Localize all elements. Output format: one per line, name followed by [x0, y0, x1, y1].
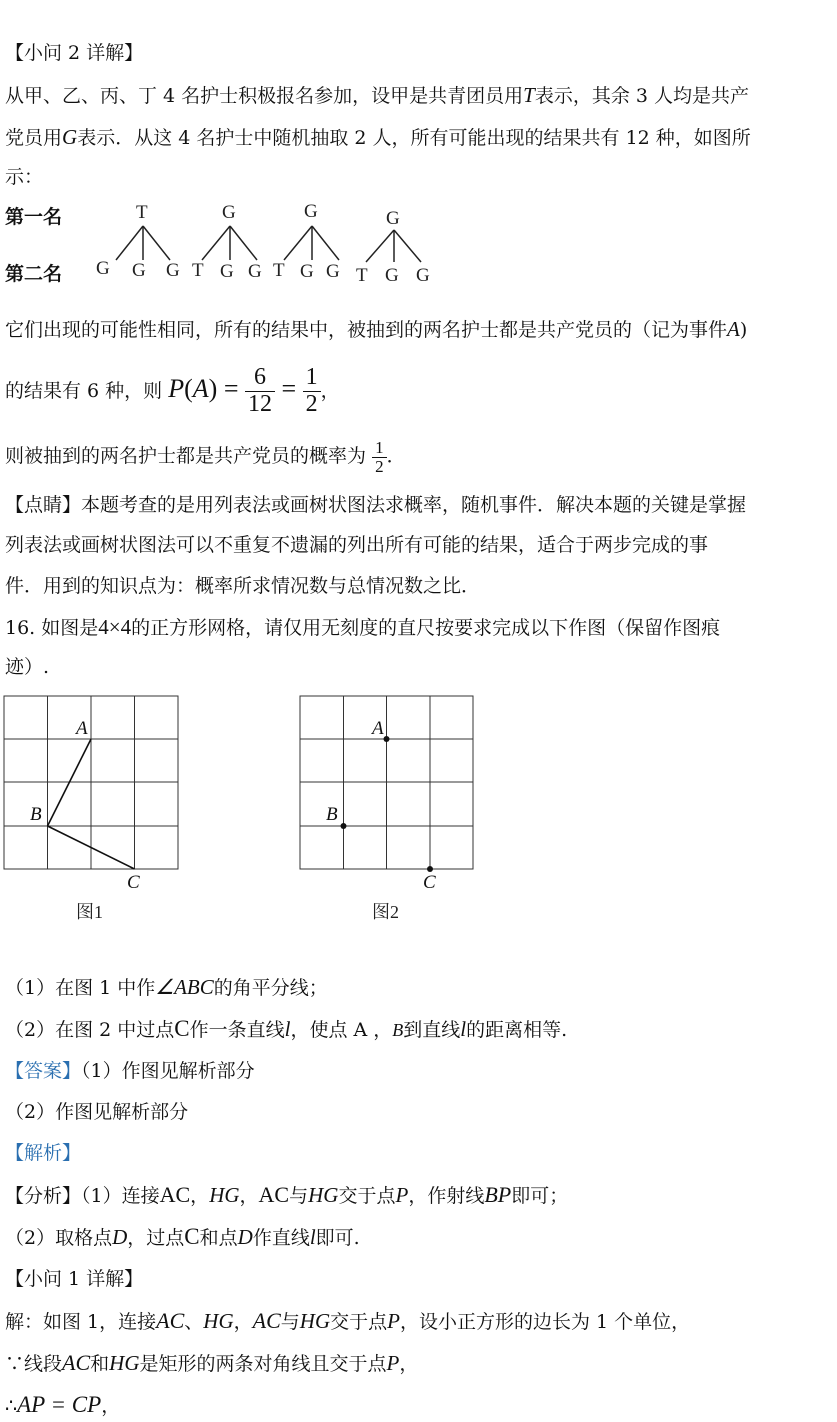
answer-line-2: （2）作图见解析部分 [5, 1101, 189, 1123]
dianjing-line-1 [5, 492, 746, 518]
tree-node-top: G [386, 208, 400, 229]
text: ，设小正方形的边长为 1 个单位， [399, 1311, 691, 1333]
math-P: P [395, 1183, 409, 1207]
fraction-denominator: 12 [248, 390, 272, 417]
math-AC: AC [62, 1350, 91, 1375]
answer-label: 【答案】 [5, 1060, 82, 1082]
text: 它们出现的可能性相同，所有的结果中，被抽到的两名护士都是共产党员的（记为事件 [5, 319, 728, 341]
dianjing-label: 【点睛】 [5, 494, 82, 516]
text: 是矩形的两条对角线且交于点 [139, 1353, 387, 1375]
answer-line-1 [5, 1058, 255, 1084]
text: ， [101, 1395, 121, 1417]
dianjing-line-3: 件．用到的知识点为：概率所求情况数与总情况数之比． [5, 575, 481, 597]
tree-node-bottom: G [96, 258, 110, 279]
text: （1）作图见解析部分 [81, 1060, 255, 1082]
math-AC: AC [252, 1308, 281, 1333]
text: （1）连接 [81, 1185, 160, 1207]
text: ， [399, 1353, 419, 1375]
text: 表示，其余 3 人均是共产 [534, 85, 750, 107]
tree-node-top: G [222, 202, 236, 223]
point-label-a: A [372, 718, 384, 739]
text: ) [739, 319, 748, 341]
text: 解：如图 1，连接 [5, 1311, 157, 1333]
math-G: G [62, 125, 78, 149]
solution-line-3 [5, 1392, 120, 1419]
math-C: C [174, 1016, 190, 1041]
text: 表示．从这 4 名护士中随机抽取 2 人，所有可能出现的结果共有 12 种，如图所 [77, 127, 751, 149]
fenxi-label: 【分析】 [5, 1185, 82, 1207]
tree-node-bottom: G [248, 261, 262, 282]
text: 即可. [315, 1227, 360, 1249]
math-grid-size: 4×4 [98, 615, 132, 639]
math-AC: AC [156, 1308, 185, 1333]
math-D: D [112, 1225, 128, 1249]
text: 的距离相等. [466, 1019, 568, 1041]
text: 与 [289, 1185, 309, 1207]
math-A: A [192, 374, 209, 403]
task-2 [5, 1016, 567, 1043]
point-b [341, 823, 347, 829]
math-C: C [184, 1224, 200, 1249]
math-l: l [309, 1225, 316, 1249]
text: ，作射线 [408, 1185, 485, 1207]
text: ，过点 [127, 1227, 185, 1249]
text: 本题考查的是用列表法或画树状图法求概率，随机事件．解决本题的关键是掌握 [81, 494, 747, 516]
tree-node-bottom: G [132, 260, 146, 281]
math-D: D [237, 1225, 253, 1249]
math-AC: AC [258, 1182, 290, 1207]
point-label-b: B [30, 804, 42, 825]
fraction-numerator: 6 [245, 365, 275, 391]
tree-node-bottom: G [220, 261, 234, 282]
text: 作直线 [252, 1227, 310, 1249]
text: 从甲、乙、丙、丁 4 名护士积极报名参加，设甲是共青团员用 [5, 85, 524, 107]
tree-node-bottom: G [166, 260, 180, 281]
text: （1）在图 1 中作 [5, 977, 156, 999]
tree-node-top: T [136, 202, 148, 223]
text: 的角平分线； [213, 977, 328, 999]
text: 与 [280, 1311, 300, 1333]
text: ∵线段 [5, 1353, 63, 1375]
tree-node-bottom: T [356, 265, 368, 286]
fenxi-line-1 [5, 1182, 568, 1209]
fraction-1-2 [372, 439, 387, 476]
figure-2-caption: 图2 [372, 902, 399, 922]
prob-formula: P(A) = $\frac{6}{12}$ = $\frac{1}{2}$ [168, 374, 320, 403]
tree-node-bottom: G [300, 261, 314, 282]
fraction-numerator: 1 [303, 365, 321, 391]
math-P: P [168, 374, 185, 403]
text: 党员用 [5, 127, 63, 149]
text: ． [386, 445, 406, 467]
math-A: A [727, 317, 740, 341]
fraction-6-12 [245, 365, 275, 416]
tree-node-bottom: T [192, 260, 204, 281]
math-HG: HG [209, 1183, 240, 1207]
tree-node-bottom: G [416, 265, 430, 286]
text: 、 [184, 1311, 204, 1333]
solution-line-1 [5, 1308, 690, 1335]
text: 交于点 [330, 1311, 388, 1333]
fraction-numerator: 1 [372, 439, 387, 458]
math-P: P [387, 1309, 400, 1333]
math-HG: HG [109, 1351, 140, 1375]
text: 的结果有 6 种，则 [5, 380, 163, 402]
text: （2）取格点 [5, 1227, 113, 1249]
tree-node-bottom: G [385, 265, 399, 286]
tree-node-bottom: T [273, 260, 285, 281]
math-P: P [386, 1351, 400, 1375]
para-line-4 [5, 316, 747, 343]
math-T: T [523, 83, 535, 107]
text: 则被抽到的两名护士都是共产党员的概率为 [5, 445, 367, 467]
para-line-6 [5, 436, 406, 476]
text: ， [320, 380, 340, 402]
point-label-c: C [423, 872, 436, 893]
figure-1 [0, 690, 200, 930]
fraction-denominator: 2 [375, 456, 384, 476]
fraction-denominator: 2 [305, 390, 318, 417]
text: ， [239, 1185, 259, 1207]
question-16-line-2: 迹）. [5, 656, 50, 678]
text: 即可； [511, 1185, 569, 1207]
math-angle-abc: ∠ABC [155, 975, 214, 999]
math-B: B [392, 1020, 404, 1040]
tree-row1-label: 第一名 [5, 206, 63, 228]
math-l: l [284, 1017, 291, 1041]
task-1 [5, 974, 328, 1001]
text: ， [233, 1311, 253, 1333]
text: 作一条直线 [189, 1019, 285, 1041]
point-a [384, 736, 390, 742]
text: 16. 如图是 [5, 617, 99, 639]
point-label-a: A [76, 718, 88, 739]
dianjing-line-2: 列表法或画树状图法可以不重复不遗漏的列出所有可能的结果，适合于两步完成的事 [5, 534, 709, 556]
math-HG: HG [203, 1309, 234, 1333]
math-l: l [460, 1017, 467, 1041]
question-16-line-1 [5, 614, 720, 641]
text: 的正方形网格，请仅用无刻度的直尺按要求完成以下作图（保留作图痕 [131, 617, 721, 639]
para-line-5 [5, 362, 340, 418]
fenxi-line-2 [5, 1224, 360, 1251]
text: 和 [90, 1353, 110, 1375]
math-AC: AC [159, 1182, 191, 1207]
tree-node-top: G [304, 201, 318, 222]
text: 和点 [199, 1227, 238, 1249]
text: ， [190, 1185, 210, 1207]
para-line-2 [5, 124, 751, 151]
math-HG: HG [299, 1309, 331, 1333]
fraction-1-2 [303, 365, 321, 416]
para-line-1 [5, 82, 749, 109]
text: （2）在图 2 中过点 [5, 1019, 175, 1041]
sub1-header: 【小问 1 详解】 [5, 1268, 144, 1290]
tree-diagram [90, 198, 440, 290]
math-BP: BP [484, 1182, 512, 1207]
figure-2 [296, 690, 496, 930]
para-line-3: 示： [5, 166, 44, 188]
grid-4x4 [300, 696, 473, 869]
analysis-label: 【解析】 [5, 1142, 82, 1164]
text: ，使点 A ， [290, 1019, 393, 1041]
text: 到直线 [403, 1019, 461, 1041]
figure-1-caption: 图1 [76, 902, 103, 922]
math-equation: AP = CP [17, 1392, 102, 1417]
tree-node-bottom: G [326, 261, 340, 282]
therefore-symbol: ∴ [5, 1395, 18, 1417]
solution-line-2 [5, 1350, 418, 1377]
text: 交于点 [338, 1185, 396, 1207]
tree-row2-label: 第二名 [5, 263, 63, 285]
math-HG: HG [308, 1183, 339, 1207]
sub2-header: 【小问 2 详解】 [5, 42, 144, 64]
point-label-b: B [326, 804, 338, 825]
point-label-c: C [127, 872, 140, 893]
grid-4x4 [4, 696, 178, 869]
